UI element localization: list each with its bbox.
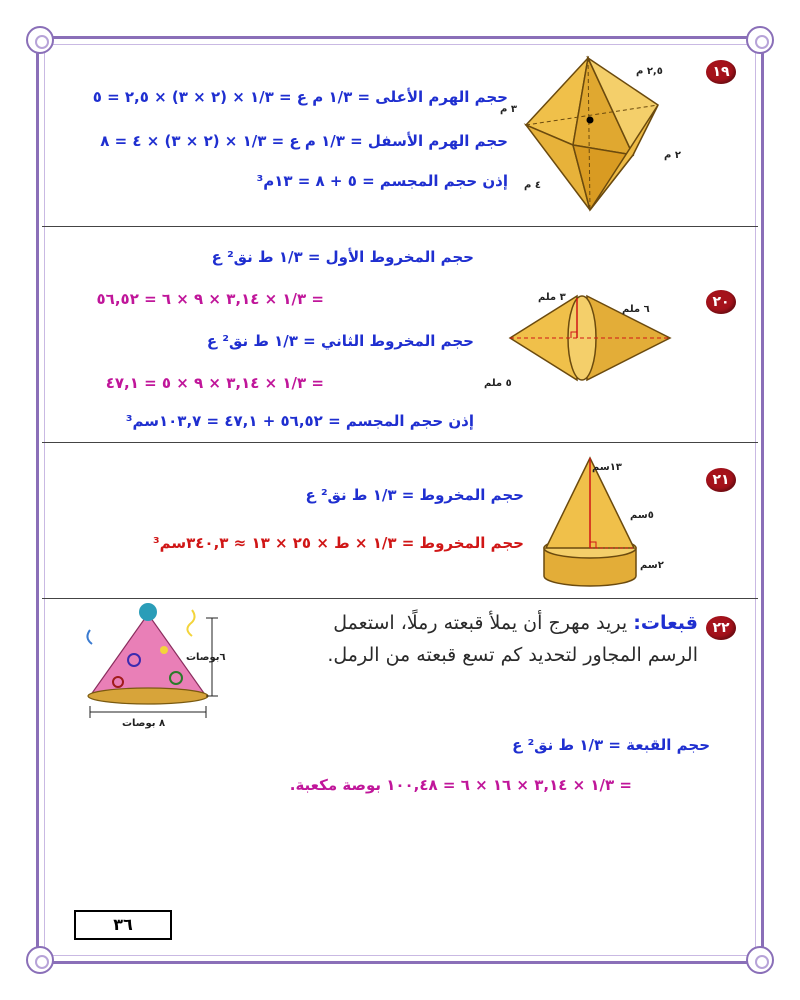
problem-20-badge: ٢٠ — [706, 290, 736, 314]
p21-line-2: حجم المخروط = ١/٣ × ط × ٢٥ × ١٣ ≈ ٣٤٠,٣سم³ — [153, 534, 524, 552]
dim-label: ٥ ملم — [484, 378, 512, 389]
corner-ornament-top-left — [26, 26, 54, 54]
problem-19-badge: ١٩ — [706, 60, 736, 84]
corner-ornament-top-right — [746, 26, 774, 54]
p20-line-1: حجم المخروط الأول = ١/٣ ط نق² ع — [211, 248, 474, 266]
dim-label: ٢ م — [664, 150, 681, 161]
cone-on-cylinder-figure — [540, 452, 640, 592]
double-cone-figure — [505, 288, 675, 388]
dim-label: ٦بوصات — [186, 652, 226, 663]
dim-label: ٣ ملم — [538, 292, 566, 303]
p21-line-1: حجم المخروط = ١/٣ ط نق² ع — [305, 486, 524, 504]
p20-line-3: حجم المخروط الثاني = ١/٣ ط نق² ع — [206, 332, 474, 350]
question-22-line-2: الرسم المجاور لتحديد كم تسع قبعته من الرمل. — [327, 644, 698, 666]
p20-line-4: = ١/٣ × ٣,١٤ × ٩ × ٥ = ٤٧,١ — [105, 374, 324, 392]
p22-line-2: = ١/٣ × ٣,١٤ × ١٦ × ٦ = ١٠٠,٤٨ بوصة مكعبة. — [289, 776, 632, 794]
dim-label: ٥سم — [630, 510, 654, 521]
dim-label: ١٣سم — [592, 462, 622, 473]
dim-label: ٢سم — [640, 560, 664, 571]
dim-label: ٦ ملم — [622, 304, 650, 315]
p22-line-1: حجم القبعة = ١/٣ ط نق² ع — [512, 736, 710, 754]
section-separator — [42, 442, 758, 443]
dim-label: ٨ بوصات — [122, 718, 166, 729]
dim-label: ٣ م — [500, 104, 517, 115]
problem-22-badge: ٢٢ — [706, 616, 736, 640]
section-separator — [42, 598, 758, 599]
dim-label: ٤ م — [524, 180, 541, 191]
problem-21-badge: ٢١ — [706, 468, 736, 492]
p19-line-1: حجم الهرم الأعلى = ١/٣ م ع = ١/٣ × (٢ × ٣) × ٢,٥ = ٥ — [92, 88, 508, 106]
p19-line-3: إذن حجم المجسم = ٥ + ٨ = ١٣م³ — [256, 172, 508, 190]
question-22-line-1 — [333, 612, 698, 634]
question-22-text-1: يريد مهرج أن يملأ قبعته رملًا، استعمل — [333, 612, 628, 634]
section-separator — [42, 226, 758, 227]
corner-ornament-bottom-right — [746, 946, 774, 974]
p20-line-5: إذن حجم المجسم = ٥٦,٥٢ + ٤٧,١ = ١٠٣,٧سم³ — [125, 412, 474, 430]
dim-label: ٢,٥ م — [636, 66, 663, 77]
corner-ornament-bottom-left — [26, 946, 54, 974]
p19-line-2: حجم الهرم الأسفل = ١/٣ م ع = ١/٣ × (٢ × ٣) × ٤ = ٨ — [100, 132, 508, 150]
p20-line-2: = ١/٣ × ٣,١٤ × ٩ × ٦ = ٥٦,٥٢ — [96, 290, 324, 308]
question-22-title: قبعات: — [633, 612, 698, 634]
page-number: ٣٦ — [74, 910, 172, 940]
